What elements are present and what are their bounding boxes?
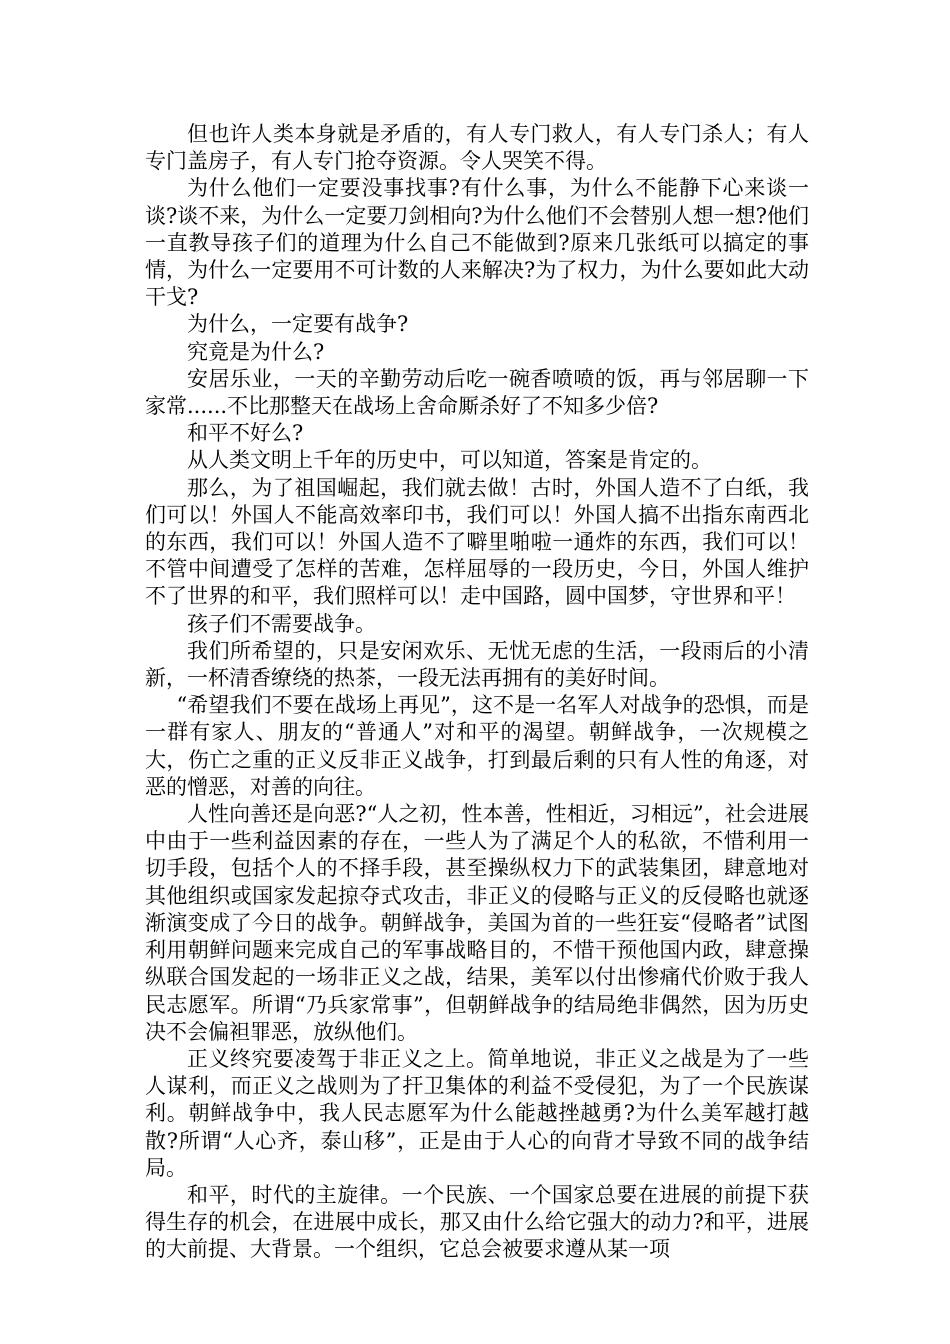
paragraph: 为什么，一定要有战争? xyxy=(187,312,409,337)
paragraph: 从人类文明上千年的历史中，可以知道，答案是肯定的。 xyxy=(187,448,712,473)
paragraph: 为什么他们一定要没事找事?有什么事，为什么不能静下心来谈一谈?谈不来，为什么一定要刀剑相向?为什么他们不会替别人想一想?他们一直教导孩子们的道理为什么自己不能做到?原来几张纸可以搞定的事情，为什么一定要用不可计数的人来解决?为了权力，为什么要如此大动干戈? xyxy=(145,176,809,310)
paragraph: 安居乐业，一天的辛勤劳动后吃一碗香喷喷的饭，再与邻居聊一下家常......不比那整天在战场上舍命厮杀好了不知多少倍? xyxy=(145,366,809,419)
paragraph: 和平，时代的主旋律。一个民族、一个国家总要在进展的前提下获得生存的机会，在进展中成长，那又由什么给它强大的动力?和平，进展的大前提、大背景。一个组织，它总会被要求遵从某一项 xyxy=(145,1182,809,1262)
paragraph: 人性向善还是向恶?“人之初，性本善，性相近，习相远”，社会进展中由于一些利益因素的存在，一些人为了满足个人的私欲，不惜利用一切手段，包括个人的不择手段，甚至操纵权力下的武装集团，肆意地对其他组织或国家发起掠夺式攻击，非正义的侵略与正义的反侵略也就逐渐演变成了今日的战争。朝鲜战争，美国为首的一些狂妄“侵略者”试图利用朝鲜问题来完成自己的军事战略目的，不惜干预他国内政，肆意操纵联合国发起的一场非正义之战，结果，美军以付出惨痛代价败于我人民志愿军。所谓“乃兵家常事”，但朝鲜战争的结局绝非偶然，因为历史决不会偏袒罪恶，放纵他们。 xyxy=(145,802,809,1044)
paragraph: 和平不好么? xyxy=(187,421,304,446)
paragraph: 究竟是为什么? xyxy=(187,339,325,364)
paragraph: 那么，为了祖国崛起，我们就去做！古时，外国人造不了白纸，我们可以！外国人不能高效率印书，我们可以！外国人搞不出指东南西北的东西，我们可以！外国人造不了噼里啪啦一通炸的东西，我们可以！不管中间遭受了怎样的苦难，怎样屈辱的一段历史，今日，外国人维护不了世界的和平，我们照样可以！走中国路，圆中国梦，守世界和平！ xyxy=(145,475,809,609)
paragraph: 但也许人类本身就是矛盾的，有人专门救人，有人专门杀人；有人专门盖房子，有人专门抢夺资源。令人哭笑不得。 xyxy=(145,122,809,174)
document-page xyxy=(145,121,809,1264)
paragraph: 孩子们不需要战争。 xyxy=(187,611,376,636)
paragraph: 我们所希望的，只是安闲欢乐、无忧无虑的生活，一段雨后的小清新，一杯清香缭绕的热茶，一段无法再拥有的美好时间。 xyxy=(145,638,809,691)
paragraph: 正义终究要凌驾于非正义之上。简单地说，非正义之战是为了一些人谋利，而正义之战则为了扞卫集体的利益不受侵犯，为了一个民族谋利。朝鲜战争中，我人民志愿军为什么能越挫越勇?为什么美军越打越散?所谓“人心齐，泰山移”，正是由于人心的向背才导致不同的战争结局。 xyxy=(145,1046,809,1180)
paragraph: “希望我们不要在战场上再见”，这不是一名军人对战争的恐惧，而是一群有家人、朋友的“普通人”对和平的渴望。朝鲜战争，一次规模之大，伤亡之重的正义反非正义战争，打到最后剩的只有人性的角逐，对恶的憎恶，对善的向往。 xyxy=(145,693,809,799)
